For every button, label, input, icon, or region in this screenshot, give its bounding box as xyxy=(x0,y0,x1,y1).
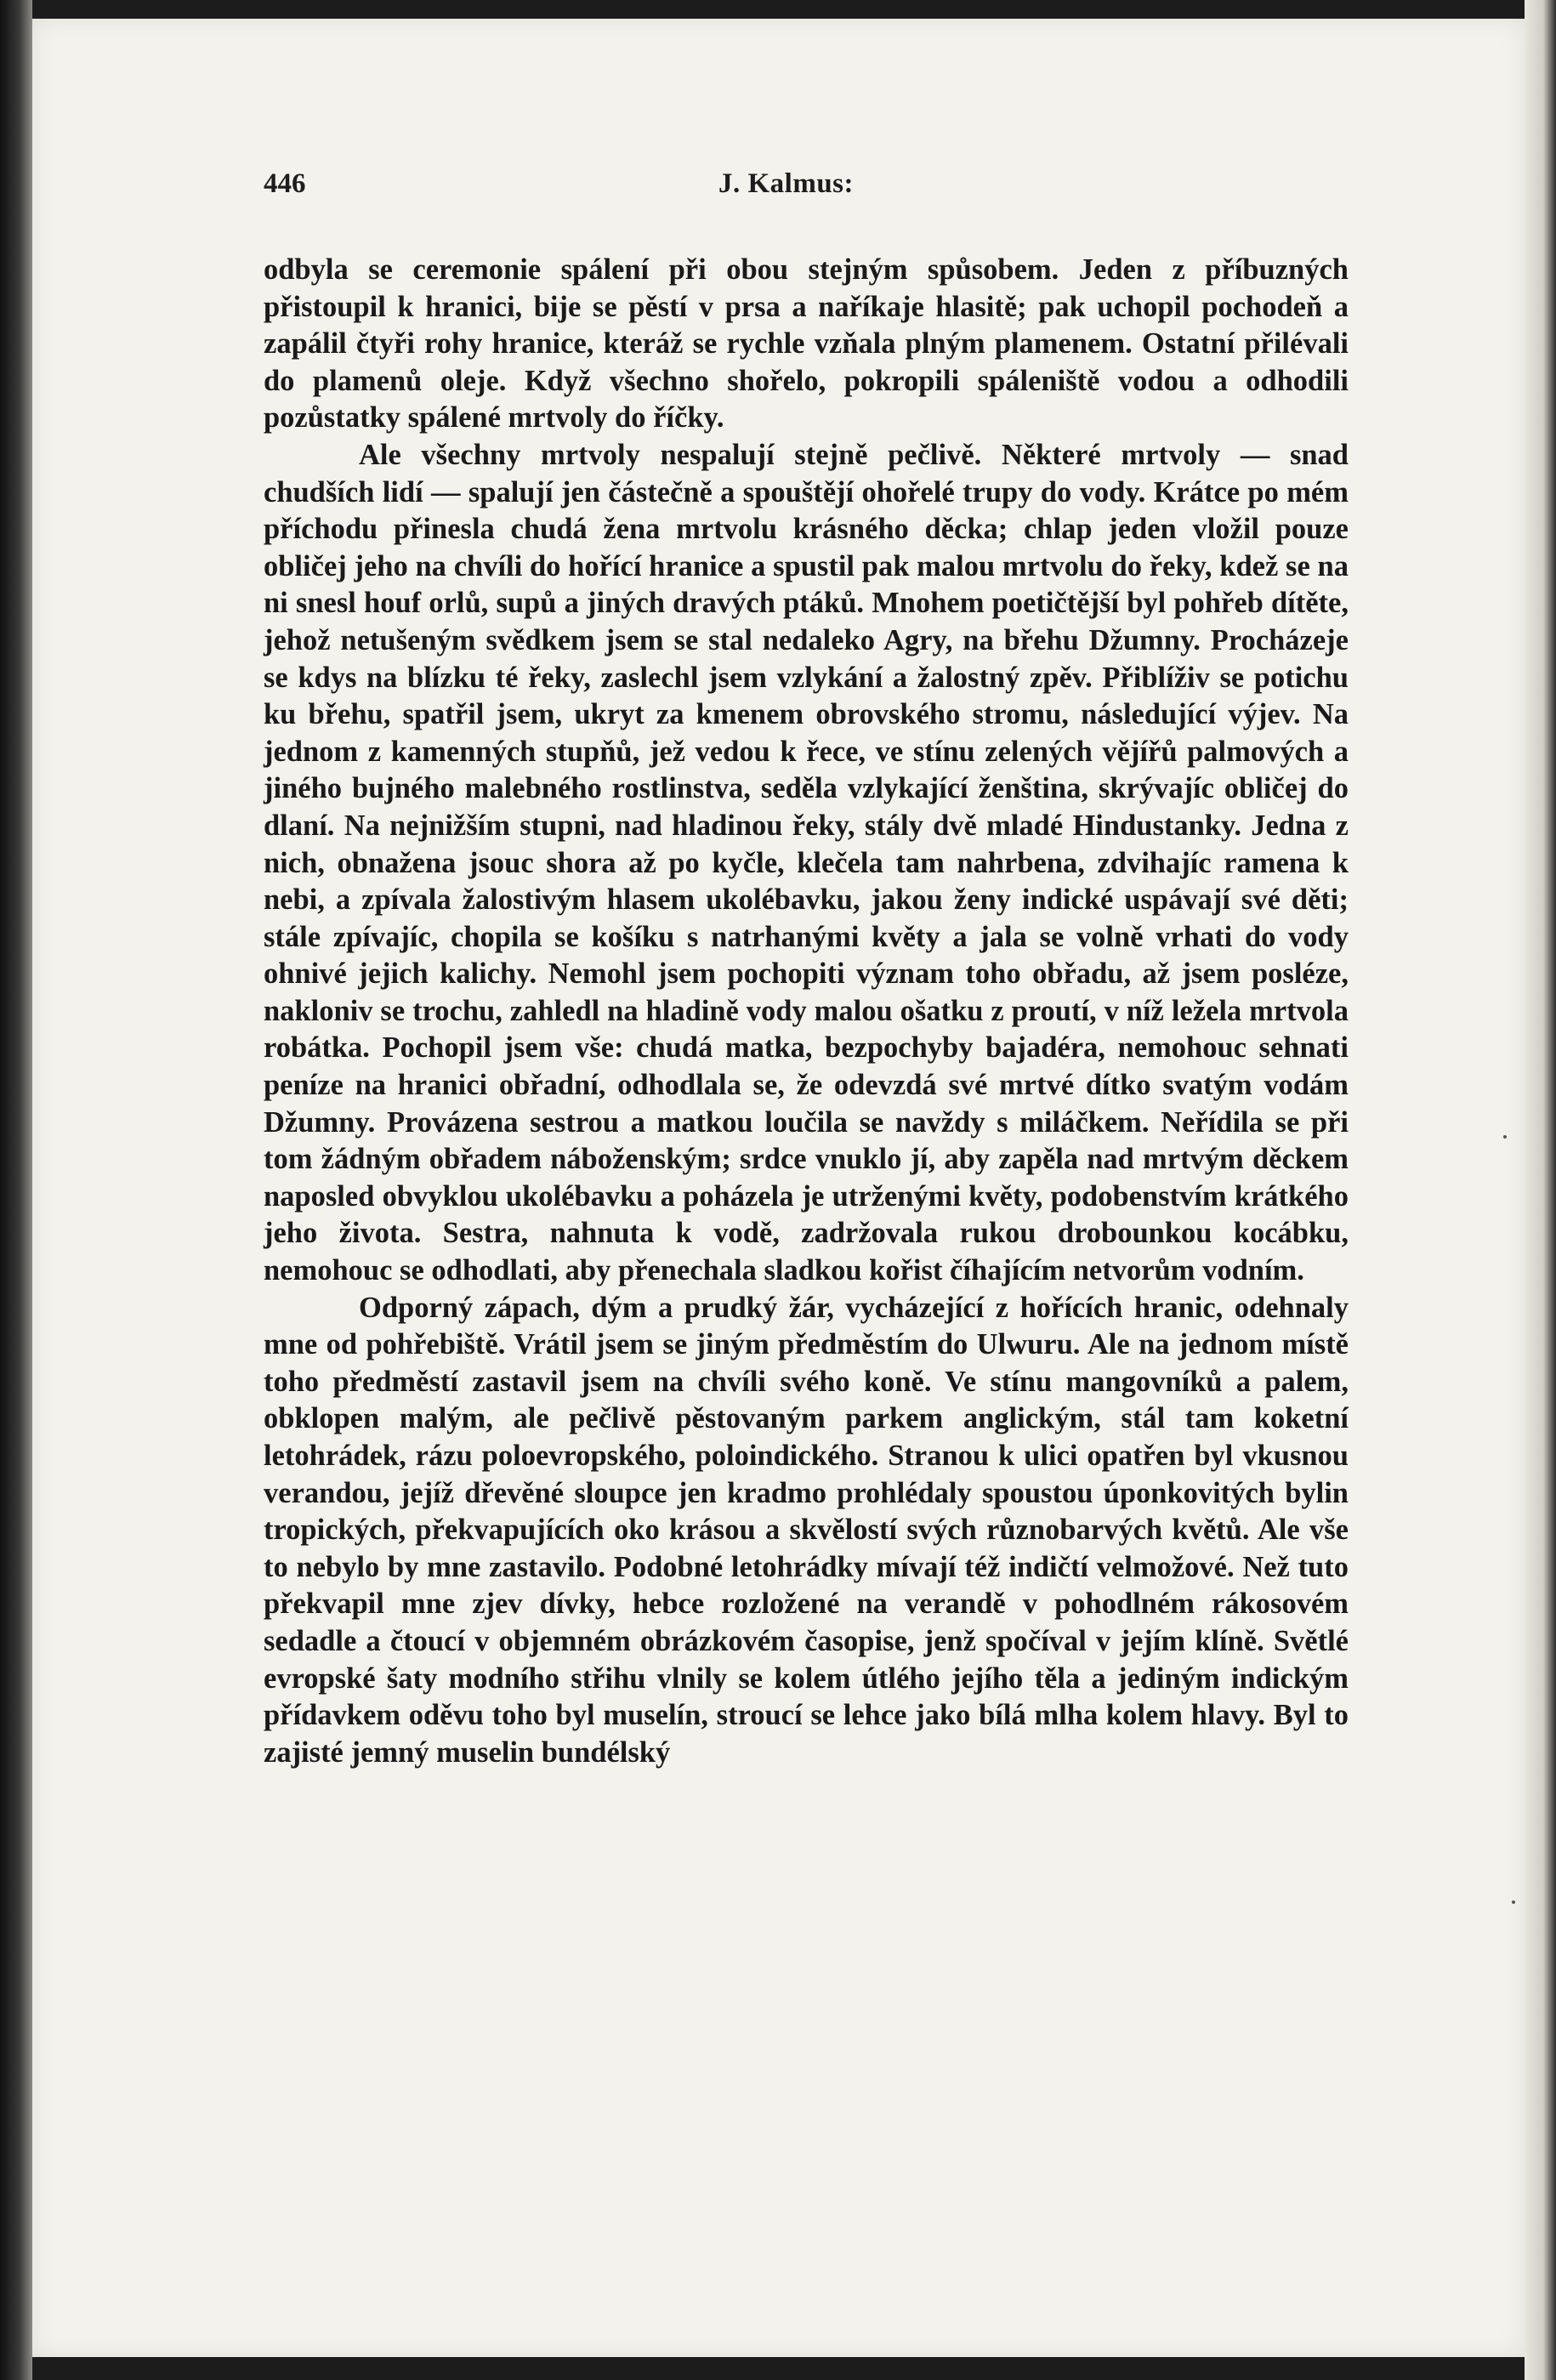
page-right-edge xyxy=(1525,0,1556,2380)
paragraph: Odporný zápach, dým a prudký žár, vycházející z hořících hranic, odehnaly mne od pohřebiště. Vrátil jsem se jiným předměstím do Ulwuru. Ale na jednom místě toho předměstí zastavil jsem na chvíli svého koně. Ve stínu mangovníků a palem, obklopen malým, ale pečlivě pěstovaným parkem anglickým, stál tam koketní letohrádek, rázu poloevropského, poloindického. Stranou k ulici opatřen byl vkusnou verandou, jejíž dřevěné sloupce jen kradmo prohlédaly spoustou úponkovitých bylin tropických, překvapujících oko krásou a skvělostí svých různobarvých květů. Ale vše to nebylo by mne zastavilo. Podobné letohrádky mívají též indičtí velmožové. Než tuto překvapil mne zjev dívky, hebce rozložené na verandě v pohodlném rákosovém sedadle a čtoucí v objemném obrázkovém časopise, jenž spočíval v jejím klíně. Světlé evropské šaty modního střihu vlnily se kolem útlého jejího těla a jediným indickým přídavkem oděvu toho byl muselín, stroucí se lehce jako bílá mlha kolem hlavy. Byl to zajisté jemný muselin bundélský xyxy=(264,1291,1349,1769)
page-header xyxy=(264,168,1352,209)
body-text xyxy=(264,252,1349,1771)
book-binding-edge xyxy=(0,0,32,2380)
paragraph: Ale všechny mrtvoly nespalují stejně pečlivě. Některé mrtvoly — snad chudších lidí — spalují jen částečně a spouštějí ohořelé trupy do vody. Krátce po mém příchodu přinesla chudá žena mrtvolu krásného děcka; chlap jeden vložil pouze obličej jeho na chvíli do hořící hranice a spustil pak malou mrtvolu do řeky, kdež se na ni snesl houf orlů, supů a jiných dravých ptáků. Mnohem poetičtější byl pohřeb dítěte, jehož netušeným svědkem jsem se stal nedaleko Agry, na břehu Džumny. Procházeje se kdys na blízku té řeky, zaslechl jsem vzlykání a žalostný zpěv. Přiblíživ se potichu ku břehu, spatřil jsem, ukryt za kmenem obrovského stromu, následující výjev. Na jednom z kamenných stupňů, jež vedou k řece, ve stínu zelených vějířů palmových a jiného bujného malebného rostlinstva, seděla vzlykající ženština, skrývajíc obličej do dlaní. Na nejnižším stupni, nad hladinou řeky, stály dvě mladé Hindustanky. Jedna z nich, obnažena jsouc shora až po kyčle, klečela tam nahrbena, zdvihajíc ramena k nebi, a zpívala žalostivým hlasem ukolébavku, jakou ženy indické uspávají své děti; stále zpívajíc, chopila se košíku s natrhanými květy a jala se volně vrhati do vody ohnivé jejich kalichy. Nemohl jsem pochopiti význam toho obřadu, až jsem posléze, nakloniv se trochu, zahledl na hladině vody malou ošatku z proutí, v níž ležela mrtvola robátka. Pochopil jsem vše: chudá matka, bezpochyby bajadéra, nemohouc sehnati peníze na hranici obřadní, odhodlala se, že odevzdá své mrtvé dítko svatým vodám Džumny. Provázena sestrou a matkou loučila se navždy s miláčkem. Neřídila se při tom žádným obřadem náboženským; srdce vnuklo jí, aby zapěla nad mrtvým děckem naposled obvyklou ukolébavku a poházela je utrženými květy, podobenstvím krátkého jeho života. Sestra, nahnuta k vodě, zadržovala rukou drobounkou kocábku, nemohouc se odhodlati, aby přenechala sladkou kořist číhajícím netvorům vodním. xyxy=(264,438,1349,1287)
paragraph: odbyla se ceremonie spálení při obou stejným spůsobem. Jeden z příbuzných přistoupil k hranici, bije se pěstí v prsa a naříkaje hlasitě; pak uchopil pochodeň a zapálil čtyři rohy hranice, kteráž se rychle vzňala plným plamenem. Ostatní přilévali do plamenů oleje. Když všechno shořelo, pokropili spáleniště vodou a odhodili pozůstatky spálené mrtvoly do říčky. xyxy=(264,253,1349,435)
running-head: J. Kalmus: xyxy=(718,168,855,199)
paper-speck xyxy=(1512,1900,1515,1904)
paper-speck xyxy=(1503,1135,1507,1139)
page-number: 446 xyxy=(264,168,306,199)
